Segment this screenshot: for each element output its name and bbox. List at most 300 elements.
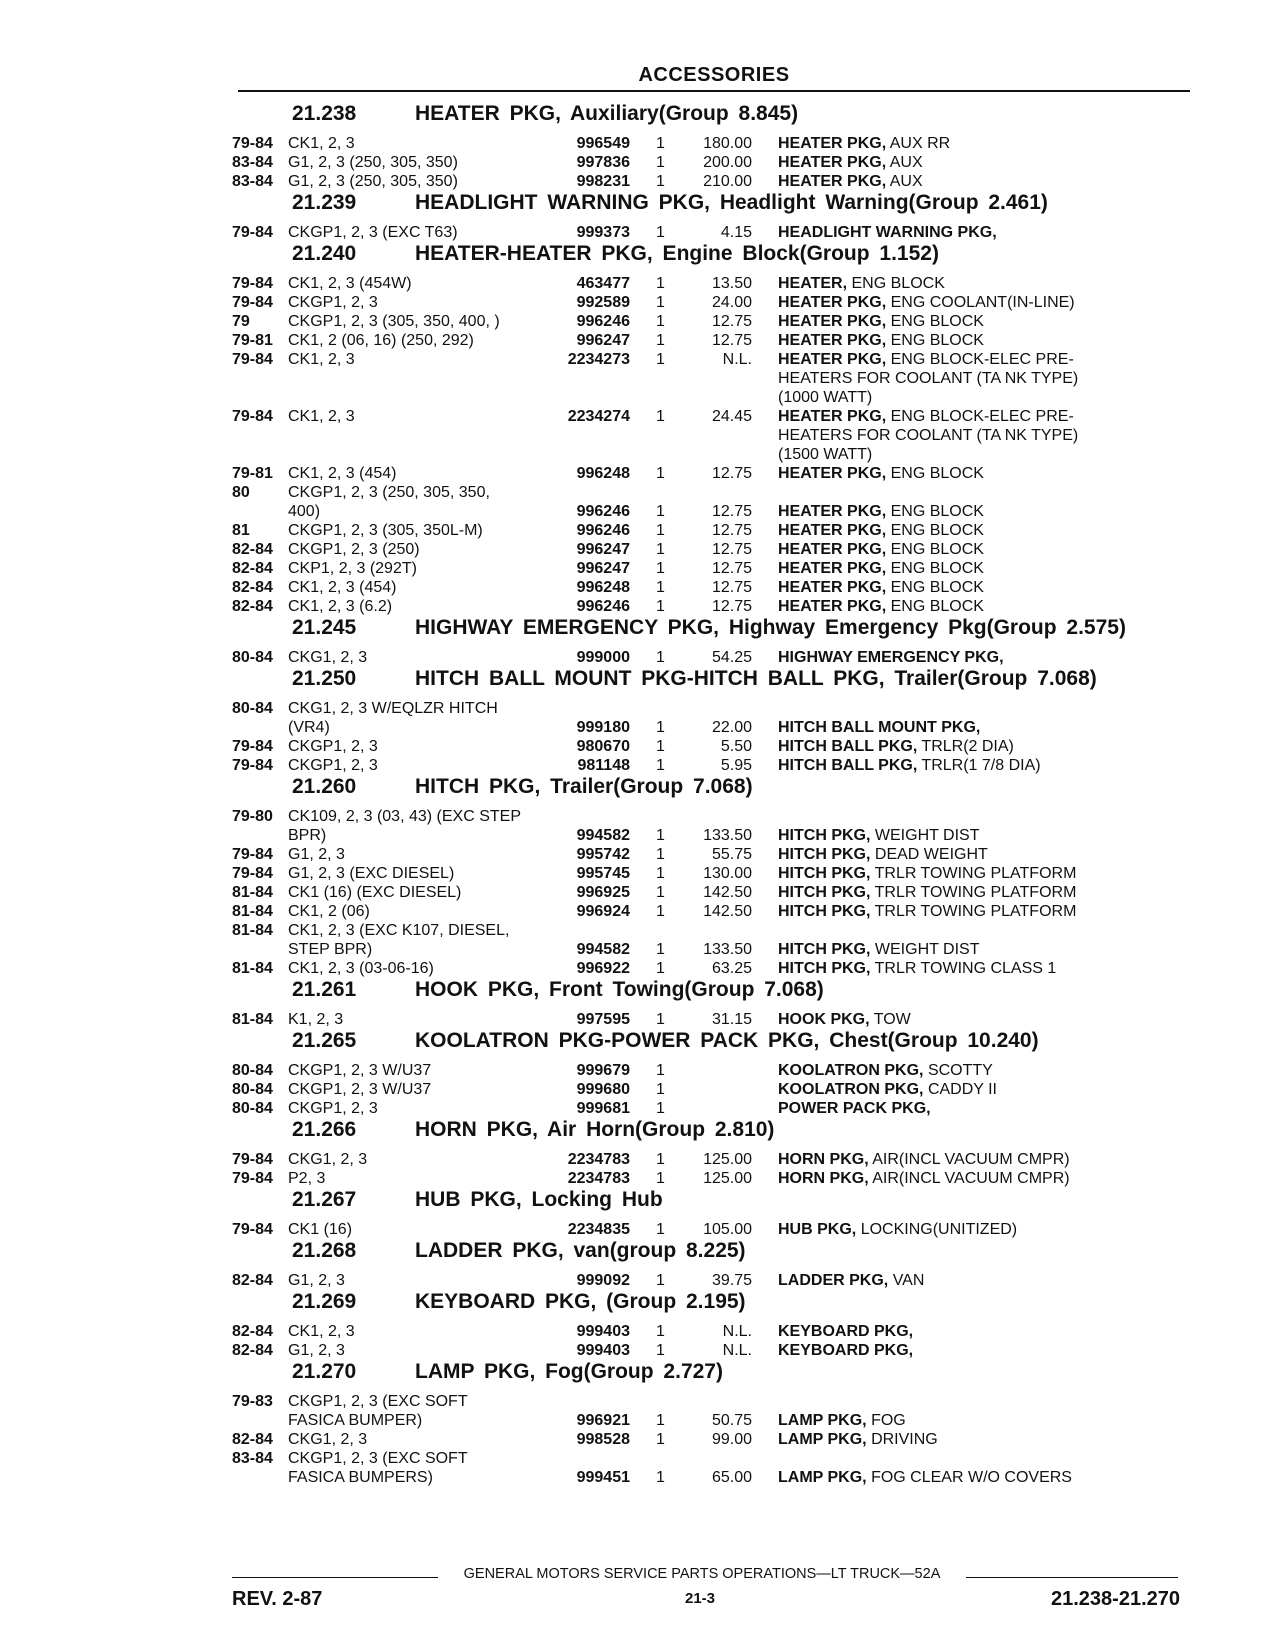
table-row: [232, 921, 1192, 940]
quantity: 1: [656, 884, 665, 901]
model-year: 79-84: [232, 135, 273, 152]
description-detail: AUX: [889, 173, 923, 190]
model-year: 79-84: [232, 275, 273, 292]
quantity: [648, 1392, 692, 1411]
table-row: [232, 407, 1192, 426]
quantity: 1: [656, 1100, 665, 1117]
description-detail: ENG BLOCK-ELEC PRE-: [890, 408, 1074, 425]
price: 12.75: [711, 522, 752, 539]
model-year: 79-80: [232, 808, 273, 825]
section-heading: [232, 1239, 1192, 1271]
description: [778, 959, 1192, 978]
application: STEP BPR): [288, 941, 373, 958]
part-number: 999681: [576, 1100, 630, 1117]
price: [692, 699, 778, 718]
part-number: 996924: [576, 903, 630, 920]
section-heading: [232, 616, 1192, 648]
model-year: 79-84: [232, 1221, 273, 1238]
price: 12.75: [711, 579, 752, 596]
section: [232, 191, 1192, 242]
application: CKGP1, 2, 3 W/U37: [288, 1062, 432, 1079]
part-number: 996921: [576, 1412, 630, 1429]
table-row: [232, 559, 1192, 578]
part-number: 996549: [576, 135, 630, 152]
quantity: 1: [656, 1221, 665, 1238]
quantity: 1: [656, 560, 665, 577]
part-number: 996922: [576, 960, 630, 977]
description-keyword: HEATER PKG,: [778, 465, 887, 482]
description-keyword: HEATER PKG,: [778, 503, 887, 520]
description-detail: TRLR(2 DIA): [921, 738, 1014, 755]
section: [232, 1239, 1192, 1290]
description-keyword: LAMP PKG,: [778, 1412, 867, 1429]
part-number: 998528: [576, 1431, 630, 1448]
section-number: 21.240: [292, 242, 357, 265]
table-row: [232, 1061, 1192, 1080]
model-year: 79-84: [232, 351, 273, 368]
section: [232, 667, 1192, 775]
part-number: 999679: [576, 1062, 630, 1079]
description-keyword: HEATER PKG,: [778, 522, 887, 539]
application: CKGP1, 2, 3: [288, 738, 378, 755]
section-title: KEYBOARD PKG, (Group 2.195): [415, 1290, 746, 1313]
part-number: 996247: [576, 560, 630, 577]
model-year: 79-81: [232, 332, 273, 349]
quantity: 1: [656, 522, 665, 539]
quantity: 1: [656, 351, 665, 368]
model-year: 79-84: [232, 224, 273, 241]
description: [778, 502, 1192, 521]
quantity: [648, 483, 692, 502]
model-year: 82-84: [232, 541, 273, 558]
price: 133.50: [703, 827, 752, 844]
description-keyword: HEATER PKG,: [778, 579, 887, 596]
table-row: [232, 902, 1192, 921]
quantity: 1: [656, 757, 665, 774]
description-detail: TRLR(1 7/8 DIA): [921, 757, 1041, 774]
description-detail: ENG BLOCK: [890, 541, 984, 558]
table-row: [232, 388, 1192, 407]
table-row: [232, 597, 1192, 616]
description: [778, 1150, 1192, 1169]
description-keyword: HITCH PKG,: [778, 903, 871, 920]
description: [778, 1322, 1192, 1341]
table-row: [232, 331, 1192, 350]
section-number: 21.270: [292, 1360, 357, 1383]
quantity: 1: [656, 313, 665, 330]
application: G1, 2, 3 (EXC DIESEL): [288, 865, 455, 882]
quantity: 1: [656, 649, 665, 666]
table-row: [232, 1169, 1192, 1188]
price: 63.25: [711, 960, 752, 977]
description-keyword: HEATER PKG,: [778, 173, 887, 190]
application: 400): [288, 503, 321, 520]
part-number: [530, 921, 648, 940]
description: [778, 388, 1192, 407]
quantity: 1: [656, 135, 665, 152]
description: [778, 864, 1192, 883]
table-row: [232, 648, 1192, 667]
description-detail: TRLR TOWING PLATFORM: [874, 884, 1077, 901]
section-number: 21.261: [292, 978, 357, 1001]
description-detail: TRLR TOWING PLATFORM: [874, 903, 1077, 920]
description: [778, 134, 1192, 153]
description-keyword: HEATER PKG,: [778, 313, 887, 330]
model-year: 79-84: [232, 757, 273, 774]
table-row: [232, 718, 1192, 737]
description-detail: WEIGHT DIST: [874, 827, 980, 844]
application: CK1, 2, 3: [288, 351, 355, 368]
part-number: [530, 1449, 648, 1468]
description: [778, 940, 1192, 959]
header-rule: [238, 90, 1190, 92]
description: [778, 1220, 1192, 1239]
section: [232, 1029, 1192, 1118]
quantity: 1: [656, 541, 665, 558]
section-number: 21.265: [292, 1029, 357, 1052]
application: K1, 2, 3: [288, 1011, 344, 1028]
description-detail: DEAD WEIGHT: [874, 846, 988, 863]
model-year: 81-84: [232, 884, 273, 901]
application: CKGP1, 2, 3 (250, 305, 350,: [288, 484, 490, 501]
model-year: [232, 940, 288, 959]
quantity: [648, 445, 692, 464]
model-year: [232, 1411, 288, 1430]
quantity: [648, 921, 692, 940]
part-number: 994582: [576, 827, 630, 844]
price: [692, 807, 778, 826]
price: N.L.: [722, 1342, 752, 1359]
description-detail: ENG BLOCK: [890, 332, 984, 349]
section-title: HITCH BALL MOUNT PKG-HITCH BALL PKG, Trailer(Group 7.068): [415, 667, 1097, 690]
application: CK1, 2, 3 (6.2): [288, 598, 393, 615]
model-year: [232, 718, 288, 737]
description: [778, 274, 1192, 293]
price: 54.25: [711, 649, 752, 666]
price: [692, 483, 778, 502]
description-detail: AIR(INCL VACUUM CMPR): [872, 1151, 1070, 1168]
description: [778, 1468, 1192, 1487]
description-keyword: HITCH BALL MOUNT PKG,: [778, 719, 981, 736]
model-year: 79-83: [232, 1393, 273, 1410]
model-year: [232, 502, 288, 521]
description: [778, 1080, 1192, 1099]
application: CKP1, 2, 3 (292T): [288, 560, 417, 577]
description: [778, 1010, 1192, 1029]
description-keyword: LAMP PKG,: [778, 1469, 867, 1486]
section-number: 21.266: [292, 1118, 357, 1141]
model-year: 79-81: [232, 465, 273, 482]
description-keyword: HORN PKG,: [778, 1151, 869, 1168]
description-keyword: HEADLIGHT WARNING PKG,: [778, 224, 997, 241]
quantity: 1: [656, 1011, 665, 1028]
model-year: [232, 826, 288, 845]
part-number: 998231: [576, 173, 630, 190]
model-year: 82-84: [232, 1342, 273, 1359]
application: CKGP1, 2, 3: [288, 1100, 378, 1117]
part-number: 999000: [576, 649, 630, 666]
part-number: 996246: [576, 598, 630, 615]
application: CKGP1, 2, 3 (EXC SOFT: [288, 1393, 468, 1410]
model-year: 79: [232, 313, 250, 330]
description: [778, 223, 1192, 242]
description: [778, 445, 1192, 464]
application: (VR4): [288, 719, 330, 736]
table-row: [232, 864, 1192, 883]
description-keyword: HITCH PKG,: [778, 960, 871, 977]
part-number: 999403: [576, 1323, 630, 1340]
part-number: 996247: [576, 541, 630, 558]
table-row: [232, 350, 1192, 369]
description: [778, 172, 1192, 191]
model-year: 81-84: [232, 922, 273, 939]
description-detail: SCOTTY: [927, 1062, 993, 1079]
part-number: 999403: [576, 1342, 630, 1359]
price: 12.75: [711, 332, 752, 349]
model-year: 81-84: [232, 960, 273, 977]
price: [692, 445, 778, 464]
parts-listing: [232, 102, 1192, 1487]
table-row: [232, 737, 1192, 756]
quantity: 1: [656, 1151, 665, 1168]
model-year: 83-84: [232, 1450, 273, 1467]
description-detail: DRIVING: [871, 1431, 938, 1448]
part-number: 2234835: [567, 1221, 630, 1238]
description-detail: FOG CLEAR W/O COVERS: [871, 1469, 1072, 1486]
quantity: 1: [656, 719, 665, 736]
price: 12.75: [711, 598, 752, 615]
quantity: [648, 369, 692, 388]
application: CKGP1, 2, 3: [288, 757, 378, 774]
quantity: 1: [656, 1342, 665, 1359]
section-number: 21.239: [292, 191, 357, 214]
part-number: 996246: [576, 522, 630, 539]
part-number: [530, 1392, 648, 1411]
price: 12.75: [711, 313, 752, 330]
part-number: 463477: [576, 275, 630, 292]
description-keyword: HITCH BALL PKG,: [778, 757, 918, 774]
application: CKGP1, 2, 3 (EXC SOFT: [288, 1450, 468, 1467]
application: CKG1, 2, 3 W/EQLZR HITCH: [288, 700, 498, 717]
description: [778, 883, 1192, 902]
description-detail: HEATERS FOR COOLANT (TA NK TYPE): [778, 370, 1079, 387]
section-number: 21.269: [292, 1290, 357, 1313]
application: CK1, 2 (06, 16) (250, 292): [288, 332, 474, 349]
price: 65.00: [711, 1469, 752, 1486]
table-row: [232, 1449, 1192, 1468]
price: [692, 1449, 778, 1468]
table-row: [232, 826, 1192, 845]
description-detail: ENG BLOCK: [890, 503, 984, 520]
application: CKGP1, 2, 3 (305, 350L-M): [288, 522, 483, 539]
price: 24.00: [711, 294, 752, 311]
description-detail: TRLR TOWING PLATFORM: [874, 865, 1077, 882]
price: 200.00: [703, 154, 752, 171]
part-number: [530, 426, 648, 445]
model-year: 80-84: [232, 1062, 273, 1079]
part-number: 995745: [576, 865, 630, 882]
application: G1, 2, 3: [288, 1272, 345, 1289]
description-detail: ENG BLOCK-ELEC PRE-: [890, 351, 1074, 368]
table-row: [232, 445, 1192, 464]
part-number: 997595: [576, 1011, 630, 1028]
section-heading: [232, 1290, 1192, 1322]
application: FASICA BUMPERS): [288, 1469, 433, 1486]
application: CKGP1, 2, 3 (EXC T63): [288, 224, 458, 241]
description-keyword: HEATER PKG,: [778, 332, 887, 349]
part-number: 996248: [576, 579, 630, 596]
section-title: HORN PKG, Air Horn(Group 2.810): [415, 1118, 775, 1141]
section: [232, 1118, 1192, 1188]
table-row: [232, 521, 1192, 540]
price: 133.50: [703, 941, 752, 958]
table-row: [232, 1099, 1192, 1118]
footer-page-number: 21-3: [684, 1590, 716, 1607]
description: [778, 331, 1192, 350]
page-title: ACCESSORIES: [638, 64, 790, 86]
part-number: [530, 699, 648, 718]
section-title: HEATER-HEATER PKG, Engine Block(Group 1.152): [415, 242, 939, 265]
application: CKGP1, 2, 3: [288, 294, 378, 311]
description: [778, 350, 1192, 369]
price: 125.00: [703, 1170, 752, 1187]
model-year: 82-84: [232, 1272, 273, 1289]
model-year: [232, 1468, 288, 1487]
price: [692, 1392, 778, 1411]
description: [778, 312, 1192, 331]
table-row: [232, 426, 1192, 445]
description-detail: LOCKING(UNITIZED): [860, 1221, 1018, 1238]
application: CK1, 2, 3 (454): [288, 465, 397, 482]
description: [778, 483, 1192, 502]
application: G1, 2, 3 (250, 305, 350): [288, 154, 458, 171]
application: CK1, 2, 3: [288, 408, 355, 425]
part-number: 996246: [576, 503, 630, 520]
part-number: 999373: [576, 224, 630, 241]
part-number: 999180: [576, 719, 630, 736]
description-detail: ENG COOLANT(IN-LINE): [890, 294, 1075, 311]
model-year: 80: [232, 484, 250, 501]
application: [288, 369, 530, 388]
quantity: 1: [656, 738, 665, 755]
description-detail: HEATERS FOR COOLANT (TA NK TYPE): [778, 427, 1079, 444]
price: 39.75: [711, 1272, 752, 1289]
part-number: [530, 445, 648, 464]
part-number: 996247: [576, 332, 630, 349]
table-row: [232, 1010, 1192, 1029]
description-detail: AIR(INCL VACUUM CMPR): [872, 1170, 1070, 1187]
description-detail: ENG BLOCK: [890, 465, 984, 482]
section-number: 21.267: [292, 1188, 357, 1211]
model-year: 79-84: [232, 738, 273, 755]
price: 12.75: [711, 560, 752, 577]
price: 5.50: [720, 738, 752, 755]
footer-revision: REV. 2-87: [232, 1588, 323, 1610]
description-keyword: HITCH PKG,: [778, 827, 871, 844]
table-row: [232, 756, 1192, 775]
price: 5.95: [720, 757, 752, 774]
price: 12.75: [711, 503, 752, 520]
price: 50.75: [711, 1412, 752, 1429]
part-number: 999092: [576, 1272, 630, 1289]
quantity: 1: [656, 846, 665, 863]
description: [778, 597, 1192, 616]
application: CK1, 2, 3 (03-06-16): [288, 960, 434, 977]
quantity: [648, 807, 692, 826]
application: CK1, 2 (06): [288, 903, 370, 920]
part-number: 997836: [576, 154, 630, 171]
quantity: [648, 388, 692, 407]
application: CK109, 2, 3 (03, 43) (EXC STEP: [288, 808, 521, 825]
quantity: 1: [656, 1272, 665, 1289]
quantity: 1: [656, 903, 665, 920]
description-detail: ENG BLOCK: [890, 313, 984, 330]
application: CK1, 2, 3: [288, 135, 355, 152]
model-year: 81: [232, 522, 250, 539]
model-year: 79-84: [232, 408, 273, 425]
description: [778, 153, 1192, 172]
quantity: 1: [656, 827, 665, 844]
description-keyword: HITCH PKG,: [778, 941, 871, 958]
part-number: 2234783: [567, 1170, 630, 1187]
section-title: HOOK PKG, Front Towing(Group 7.068): [415, 978, 824, 1001]
description: [778, 1411, 1192, 1430]
application: [288, 426, 530, 445]
price: 180.00: [703, 135, 752, 152]
quantity: 1: [656, 465, 665, 482]
price: 105.00: [703, 1221, 752, 1238]
description: [778, 1099, 1192, 1118]
table-row: [232, 483, 1192, 502]
section-heading: [232, 191, 1192, 223]
description: [778, 293, 1192, 312]
part-number: [530, 807, 648, 826]
table-row: [232, 807, 1192, 826]
quantity: 1: [656, 941, 665, 958]
section-number: 21.245: [292, 616, 357, 639]
part-number: 996248: [576, 465, 630, 482]
table-row: [232, 369, 1192, 388]
model-year: 83-84: [232, 154, 273, 171]
section: [232, 242, 1192, 616]
description-keyword: HEATER PKG,: [778, 408, 887, 425]
quantity: [648, 699, 692, 718]
description-keyword: POWER PACK PKG,: [778, 1100, 931, 1117]
model-year: 82-84: [232, 1323, 273, 1340]
section-heading: [232, 1188, 1192, 1220]
application: CK1, 2, 3 (454W): [288, 275, 412, 292]
section-heading: [232, 102, 1192, 134]
description: [778, 426, 1192, 445]
description: [778, 737, 1192, 756]
section: [232, 978, 1192, 1029]
table-row: [232, 223, 1192, 242]
table-row: [232, 312, 1192, 331]
price: 99.00: [711, 1431, 752, 1448]
description-detail: CADDY II: [927, 1081, 997, 1098]
application: CKGP1, 2, 3 W/U37: [288, 1081, 432, 1098]
model-year: [232, 426, 288, 445]
table-row: [232, 1392, 1192, 1411]
model-year: [232, 388, 288, 407]
description-detail: VAN: [892, 1272, 925, 1289]
part-number: [530, 483, 648, 502]
price: 4.15: [720, 224, 752, 241]
description: [778, 648, 1192, 667]
table-row: [232, 940, 1192, 959]
description-keyword: HITCH PKG,: [778, 884, 871, 901]
description: [778, 369, 1192, 388]
